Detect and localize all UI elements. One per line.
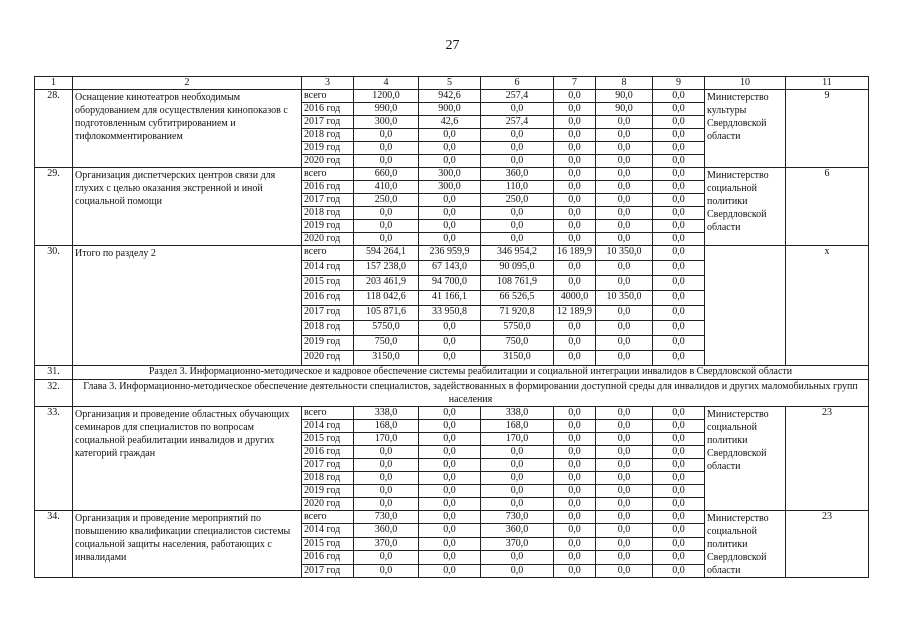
value-cell: 0,0 bbox=[354, 207, 419, 220]
value-cell: 0,0 bbox=[554, 220, 596, 233]
value-cell: 0,0 bbox=[354, 498, 419, 511]
value-cell: 0,0 bbox=[596, 472, 653, 485]
header-cell: 5 bbox=[419, 77, 481, 90]
table-row bbox=[35, 90, 869, 103]
value-cell: 0,0 bbox=[653, 155, 705, 168]
section-row bbox=[35, 366, 869, 380]
value-cell: 94 700,0 bbox=[419, 276, 481, 291]
value-cell: 0,0 bbox=[419, 472, 481, 485]
value-cell: 67 143,0 bbox=[419, 261, 481, 276]
period-cell: 2016 год bbox=[302, 551, 354, 564]
value-cell: 0,0 bbox=[653, 407, 705, 420]
period-cell: 2018 год bbox=[302, 129, 354, 142]
value-cell: 0,0 bbox=[554, 511, 596, 524]
value-cell: 0,0 bbox=[653, 551, 705, 564]
value-cell: 0,0 bbox=[419, 129, 481, 142]
value-cell: 338,0 bbox=[481, 407, 554, 420]
value-cell: 0,0 bbox=[653, 472, 705, 485]
value-cell: 0,0 bbox=[596, 407, 653, 420]
value-cell: 0,0 bbox=[354, 129, 419, 142]
value-cell: 0,0 bbox=[596, 142, 653, 155]
header-cell: 10 bbox=[705, 77, 786, 90]
value-cell: 410,0 bbox=[354, 181, 419, 194]
value-cell: 0,0 bbox=[596, 168, 653, 181]
value-cell: 900,0 bbox=[419, 103, 481, 116]
value-cell: 0,0 bbox=[554, 551, 596, 564]
value-cell: 0,0 bbox=[653, 420, 705, 433]
value-cell: 0,0 bbox=[596, 129, 653, 142]
activity-name: Организация и проведение областных обучающих семинаров для специалистов по вопросам социальной реабилитации инвалидов и других категорий граждан bbox=[73, 407, 302, 511]
value-cell: 0,0 bbox=[419, 485, 481, 498]
period-cell: 2019 год bbox=[302, 336, 354, 351]
value-cell: 0,0 bbox=[419, 155, 481, 168]
value-cell: 157 238,0 bbox=[354, 261, 419, 276]
value-cell: 0,0 bbox=[419, 498, 481, 511]
value-cell: 257,4 bbox=[481, 116, 554, 129]
value-cell: 0,0 bbox=[596, 321, 653, 336]
chapter-title: Глава 3. Информационно-методическое обеспечение деятельности специалистов, задействованных в формировании доступной среды для инвалидов и других маломобильных групп населения bbox=[73, 380, 869, 407]
value-cell: 0,0 bbox=[419, 459, 481, 472]
value-cell: 0,0 bbox=[419, 433, 481, 446]
value-cell: 0,0 bbox=[554, 129, 596, 142]
value-cell: 0,0 bbox=[596, 524, 653, 537]
value-cell: 0,0 bbox=[653, 306, 705, 321]
header-cell: 9 bbox=[653, 77, 705, 90]
target-ref-cell: x bbox=[786, 246, 869, 366]
value-cell: 0,0 bbox=[481, 472, 554, 485]
value-cell: 360,0 bbox=[354, 524, 419, 537]
value-cell: 300,0 bbox=[419, 181, 481, 194]
row-number: 29. bbox=[35, 168, 73, 246]
value-cell: 0,0 bbox=[653, 168, 705, 181]
value-cell: 300,0 bbox=[419, 168, 481, 181]
activity-name: Итого по разделу 2 bbox=[73, 246, 302, 366]
value-cell: 0,0 bbox=[354, 446, 419, 459]
value-cell: 203 461,9 bbox=[354, 276, 419, 291]
value-cell: 0,0 bbox=[481, 233, 554, 246]
value-cell: 0,0 bbox=[481, 498, 554, 511]
value-cell: 0,0 bbox=[653, 351, 705, 366]
value-cell: 0,0 bbox=[596, 336, 653, 351]
period-cell: 2019 год bbox=[302, 485, 354, 498]
value-cell: 0,0 bbox=[653, 103, 705, 116]
value-cell: 0,0 bbox=[596, 276, 653, 291]
value-cell: 0,0 bbox=[554, 564, 596, 577]
value-cell: 90 095,0 bbox=[481, 261, 554, 276]
value-cell: 0,0 bbox=[554, 407, 596, 420]
value-cell: 0,0 bbox=[653, 511, 705, 524]
value-cell: 71 920,8 bbox=[481, 306, 554, 321]
value-cell: 170,0 bbox=[481, 433, 554, 446]
value-cell: 42,6 bbox=[419, 116, 481, 129]
period-cell: 2015 год bbox=[302, 433, 354, 446]
value-cell: 0,0 bbox=[653, 233, 705, 246]
row-number: 31. bbox=[35, 366, 73, 380]
value-cell: 0,0 bbox=[554, 233, 596, 246]
period-cell: 2017 год bbox=[302, 564, 354, 577]
value-cell: 0,0 bbox=[554, 181, 596, 194]
period-cell: 2016 год bbox=[302, 103, 354, 116]
value-cell: 0,0 bbox=[653, 564, 705, 577]
value-cell: 0,0 bbox=[419, 336, 481, 351]
value-cell: 0,0 bbox=[653, 181, 705, 194]
value-cell: 0,0 bbox=[354, 564, 419, 577]
activity-name: Оснащение кинотеатров необходимым оборудованием для осуществления кинопоказов с подготовленным субтитрированием и тифлокомментированием bbox=[73, 90, 302, 168]
table-body bbox=[35, 77, 869, 578]
period-cell: 2020 год bbox=[302, 351, 354, 366]
value-cell: 0,0 bbox=[419, 564, 481, 577]
period-cell: 2014 год bbox=[302, 524, 354, 537]
value-cell: 0,0 bbox=[481, 129, 554, 142]
value-cell: 0,0 bbox=[554, 103, 596, 116]
value-cell: 0,0 bbox=[419, 420, 481, 433]
value-cell: 0,0 bbox=[481, 446, 554, 459]
value-cell: 0,0 bbox=[596, 207, 653, 220]
value-cell: 730,0 bbox=[481, 511, 554, 524]
value-cell: 0,0 bbox=[653, 207, 705, 220]
value-cell: 0,0 bbox=[596, 511, 653, 524]
value-cell: 0,0 bbox=[596, 261, 653, 276]
value-cell: 0,0 bbox=[596, 155, 653, 168]
value-cell: 0,0 bbox=[554, 261, 596, 276]
value-cell: 0,0 bbox=[596, 233, 653, 246]
header-cell: 1 bbox=[35, 77, 73, 90]
value-cell: 0,0 bbox=[653, 220, 705, 233]
value-cell: 346 954,2 bbox=[481, 246, 554, 261]
value-cell: 360,0 bbox=[481, 168, 554, 181]
value-cell: 0,0 bbox=[596, 498, 653, 511]
value-cell: 0,0 bbox=[596, 351, 653, 366]
value-cell: 236 959,9 bbox=[419, 246, 481, 261]
value-cell: 0,0 bbox=[653, 321, 705, 336]
value-cell: 16 189,9 bbox=[554, 246, 596, 261]
value-cell: 0,0 bbox=[554, 459, 596, 472]
value-cell: 0,0 bbox=[354, 551, 419, 564]
value-cell: 0,0 bbox=[481, 551, 554, 564]
value-cell: 0,0 bbox=[653, 433, 705, 446]
value-cell: 0,0 bbox=[554, 524, 596, 537]
value-cell: 10 350,0 bbox=[596, 246, 653, 261]
executor-cell: Министерство культуры Свердловской области bbox=[705, 90, 786, 168]
section-title: Раздел 3. Информационно-методическое и кадровое обеспечение системы реабилитации и социальной интеграции инвалидов в Свердловской области bbox=[73, 366, 869, 380]
header-cell: 7 bbox=[554, 77, 596, 90]
value-cell: 0,0 bbox=[596, 194, 653, 207]
value-cell: 0,0 bbox=[653, 336, 705, 351]
value-cell: 33 950,8 bbox=[419, 306, 481, 321]
period-cell: 2015 год bbox=[302, 537, 354, 550]
value-cell: 0,0 bbox=[554, 351, 596, 366]
value-cell: 0,0 bbox=[481, 485, 554, 498]
period-cell: 2018 год bbox=[302, 472, 354, 485]
value-cell: 0,0 bbox=[419, 551, 481, 564]
value-cell: 0,0 bbox=[419, 446, 481, 459]
value-cell: 118 042,6 bbox=[354, 291, 419, 306]
value-cell: 0,0 bbox=[554, 321, 596, 336]
value-cell: 0,0 bbox=[554, 116, 596, 129]
period-cell: 2020 год bbox=[302, 498, 354, 511]
value-cell: 0,0 bbox=[554, 155, 596, 168]
period-cell: 2019 год bbox=[302, 220, 354, 233]
value-cell: 0,0 bbox=[653, 194, 705, 207]
target-ref-cell: 23 bbox=[786, 407, 869, 511]
value-cell: 0,0 bbox=[653, 537, 705, 550]
value-cell: 41 166,1 bbox=[419, 291, 481, 306]
value-cell: 12 189,9 bbox=[554, 306, 596, 321]
period-cell: 2020 год bbox=[302, 233, 354, 246]
value-cell: 660,0 bbox=[354, 168, 419, 181]
value-cell: 110,0 bbox=[481, 181, 554, 194]
value-cell: 250,0 bbox=[481, 194, 554, 207]
value-cell: 0,0 bbox=[653, 276, 705, 291]
period-cell: 2017 год bbox=[302, 459, 354, 472]
period-cell: 2016 год bbox=[302, 291, 354, 306]
program-table bbox=[34, 76, 869, 578]
value-cell: 170,0 bbox=[354, 433, 419, 446]
period-cell: всего bbox=[302, 511, 354, 524]
row-number: 33. bbox=[35, 407, 73, 511]
value-cell: 0,0 bbox=[481, 564, 554, 577]
value-cell: 108 761,9 bbox=[481, 276, 554, 291]
period-cell: 2016 год bbox=[302, 181, 354, 194]
value-cell: 0,0 bbox=[481, 220, 554, 233]
value-cell: 0,0 bbox=[419, 233, 481, 246]
value-cell: 0,0 bbox=[653, 446, 705, 459]
value-cell: 0,0 bbox=[653, 116, 705, 129]
value-cell: 730,0 bbox=[354, 511, 419, 524]
value-cell: 10 350,0 bbox=[596, 291, 653, 306]
chapter-row bbox=[35, 380, 869, 407]
target-ref-cell: 6 bbox=[786, 168, 869, 246]
value-cell: 0,0 bbox=[419, 207, 481, 220]
value-cell: 0,0 bbox=[554, 194, 596, 207]
value-cell: 66 526,5 bbox=[481, 291, 554, 306]
value-cell: 0,0 bbox=[596, 433, 653, 446]
value-cell: 942,6 bbox=[419, 90, 481, 103]
table-row bbox=[35, 407, 869, 420]
value-cell: 0,0 bbox=[596, 564, 653, 577]
value-cell: 594 264,1 bbox=[354, 246, 419, 261]
period-cell: 2020 год bbox=[302, 155, 354, 168]
target-ref-cell: 23 bbox=[786, 511, 869, 578]
value-cell: 3150,0 bbox=[481, 351, 554, 366]
period-cell: 2017 год bbox=[302, 306, 354, 321]
value-cell: 90,0 bbox=[596, 90, 653, 103]
header-cell: 11 bbox=[786, 77, 869, 90]
value-cell: 0,0 bbox=[554, 472, 596, 485]
value-cell: 0,0 bbox=[653, 459, 705, 472]
value-cell: 257,4 bbox=[481, 90, 554, 103]
value-cell: 0,0 bbox=[596, 306, 653, 321]
value-cell: 0,0 bbox=[354, 220, 419, 233]
executor-cell: Министерство социальной политики Свердловской области bbox=[705, 511, 786, 578]
value-cell: 0,0 bbox=[653, 498, 705, 511]
period-cell: 2017 год bbox=[302, 194, 354, 207]
value-cell: 0,0 bbox=[554, 420, 596, 433]
value-cell: 0,0 bbox=[596, 116, 653, 129]
target-ref-cell: 9 bbox=[786, 90, 869, 168]
table-row bbox=[35, 511, 869, 524]
period-cell: всего bbox=[302, 168, 354, 181]
value-cell: 0,0 bbox=[554, 142, 596, 155]
value-cell: 168,0 bbox=[481, 420, 554, 433]
period-cell: всего bbox=[302, 407, 354, 420]
value-cell: 5750,0 bbox=[354, 321, 419, 336]
value-cell: 0,0 bbox=[419, 537, 481, 550]
activity-name: Организация и проведение мероприятий по повышению квалификации специалистов системы социальной защиты населения, работающих с инвалидами bbox=[73, 511, 302, 578]
value-cell: 5750,0 bbox=[481, 321, 554, 336]
value-cell: 0,0 bbox=[596, 181, 653, 194]
value-cell: 0,0 bbox=[596, 485, 653, 498]
value-cell: 0,0 bbox=[354, 155, 419, 168]
value-cell: 0,0 bbox=[481, 103, 554, 116]
value-cell: 0,0 bbox=[354, 472, 419, 485]
value-cell: 0,0 bbox=[596, 537, 653, 550]
value-cell: 990,0 bbox=[354, 103, 419, 116]
value-cell: 0,0 bbox=[596, 220, 653, 233]
value-cell: 250,0 bbox=[354, 194, 419, 207]
value-cell: 750,0 bbox=[354, 336, 419, 351]
row-number: 32. bbox=[35, 380, 73, 407]
value-cell: 370,0 bbox=[354, 537, 419, 550]
value-cell: 0,0 bbox=[653, 129, 705, 142]
value-cell: 3150,0 bbox=[354, 351, 419, 366]
value-cell: 90,0 bbox=[596, 103, 653, 116]
value-cell: 0,0 bbox=[354, 459, 419, 472]
value-cell: 4000,0 bbox=[554, 291, 596, 306]
value-cell: 0,0 bbox=[419, 407, 481, 420]
value-cell: 0,0 bbox=[554, 433, 596, 446]
value-cell: 360,0 bbox=[481, 524, 554, 537]
value-cell: 0,0 bbox=[653, 90, 705, 103]
period-cell: всего bbox=[302, 90, 354, 103]
value-cell: 0,0 bbox=[653, 291, 705, 306]
row-number: 28. bbox=[35, 90, 73, 168]
value-cell: 0,0 bbox=[554, 276, 596, 291]
value-cell: 0,0 bbox=[596, 420, 653, 433]
page-number: 27 bbox=[445, 38, 460, 53]
value-cell: 0,0 bbox=[554, 498, 596, 511]
activity-name: Организация диспетчерских центров связи для глухих с целью оказания экстренной и иной социальной помощи bbox=[73, 168, 302, 246]
value-cell: 0,0 bbox=[653, 485, 705, 498]
value-cell: 0,0 bbox=[481, 142, 554, 155]
executor-cell: Министерство социальной политики Свердловской области bbox=[705, 168, 786, 246]
value-cell: 0,0 bbox=[481, 459, 554, 472]
header-cell: 8 bbox=[596, 77, 653, 90]
value-cell: 0,0 bbox=[554, 168, 596, 181]
value-cell: 0,0 bbox=[596, 459, 653, 472]
table-row bbox=[35, 168, 869, 181]
header-cell: 3 bbox=[302, 77, 354, 90]
period-cell: 2018 год bbox=[302, 321, 354, 336]
value-cell: 0,0 bbox=[354, 142, 419, 155]
header-cell: 2 bbox=[73, 77, 302, 90]
value-cell: 0,0 bbox=[653, 524, 705, 537]
value-cell: 0,0 bbox=[554, 207, 596, 220]
value-cell: 0,0 bbox=[653, 142, 705, 155]
table-row bbox=[35, 246, 869, 261]
executor-cell: Министерство социальной политики Свердловской области bbox=[705, 407, 786, 511]
value-cell: 0,0 bbox=[419, 321, 481, 336]
value-cell: 0,0 bbox=[419, 511, 481, 524]
value-cell: 338,0 bbox=[354, 407, 419, 420]
period-cell: 2015 год bbox=[302, 276, 354, 291]
value-cell: 0,0 bbox=[653, 261, 705, 276]
value-cell: 750,0 bbox=[481, 336, 554, 351]
value-cell: 1200,0 bbox=[354, 90, 419, 103]
value-cell: 0,0 bbox=[419, 351, 481, 366]
period-cell: 2014 год bbox=[302, 261, 354, 276]
period-cell: 2019 год bbox=[302, 142, 354, 155]
value-cell: 0,0 bbox=[419, 524, 481, 537]
value-cell: 0,0 bbox=[554, 537, 596, 550]
header-cell: 4 bbox=[354, 77, 419, 90]
row-number: 34. bbox=[35, 511, 73, 578]
value-cell: 0,0 bbox=[481, 155, 554, 168]
value-cell: 0,0 bbox=[354, 485, 419, 498]
value-cell: 0,0 bbox=[554, 485, 596, 498]
value-cell: 0,0 bbox=[554, 336, 596, 351]
row-number: 30. bbox=[35, 246, 73, 366]
period-cell: 2014 год bbox=[302, 420, 354, 433]
value-cell: 0,0 bbox=[354, 233, 419, 246]
value-cell: 0,0 bbox=[554, 90, 596, 103]
value-cell: 0,0 bbox=[596, 551, 653, 564]
value-cell: 0,0 bbox=[653, 246, 705, 261]
value-cell: 105 871,6 bbox=[354, 306, 419, 321]
period-cell: всего bbox=[302, 246, 354, 261]
value-cell: 0,0 bbox=[481, 207, 554, 220]
header-cell: 6 bbox=[481, 77, 554, 90]
value-cell: 0,0 bbox=[419, 142, 481, 155]
executor-cell bbox=[705, 246, 786, 366]
value-cell: 168,0 bbox=[354, 420, 419, 433]
value-cell: 300,0 bbox=[354, 116, 419, 129]
period-cell: 2018 год bbox=[302, 207, 354, 220]
value-cell: 0,0 bbox=[554, 446, 596, 459]
value-cell: 0,0 bbox=[596, 446, 653, 459]
period-cell: 2017 год bbox=[302, 116, 354, 129]
value-cell: 370,0 bbox=[481, 537, 554, 550]
table-header-row bbox=[35, 77, 869, 90]
period-cell: 2016 год bbox=[302, 446, 354, 459]
value-cell: 0,0 bbox=[419, 194, 481, 207]
value-cell: 0,0 bbox=[419, 220, 481, 233]
